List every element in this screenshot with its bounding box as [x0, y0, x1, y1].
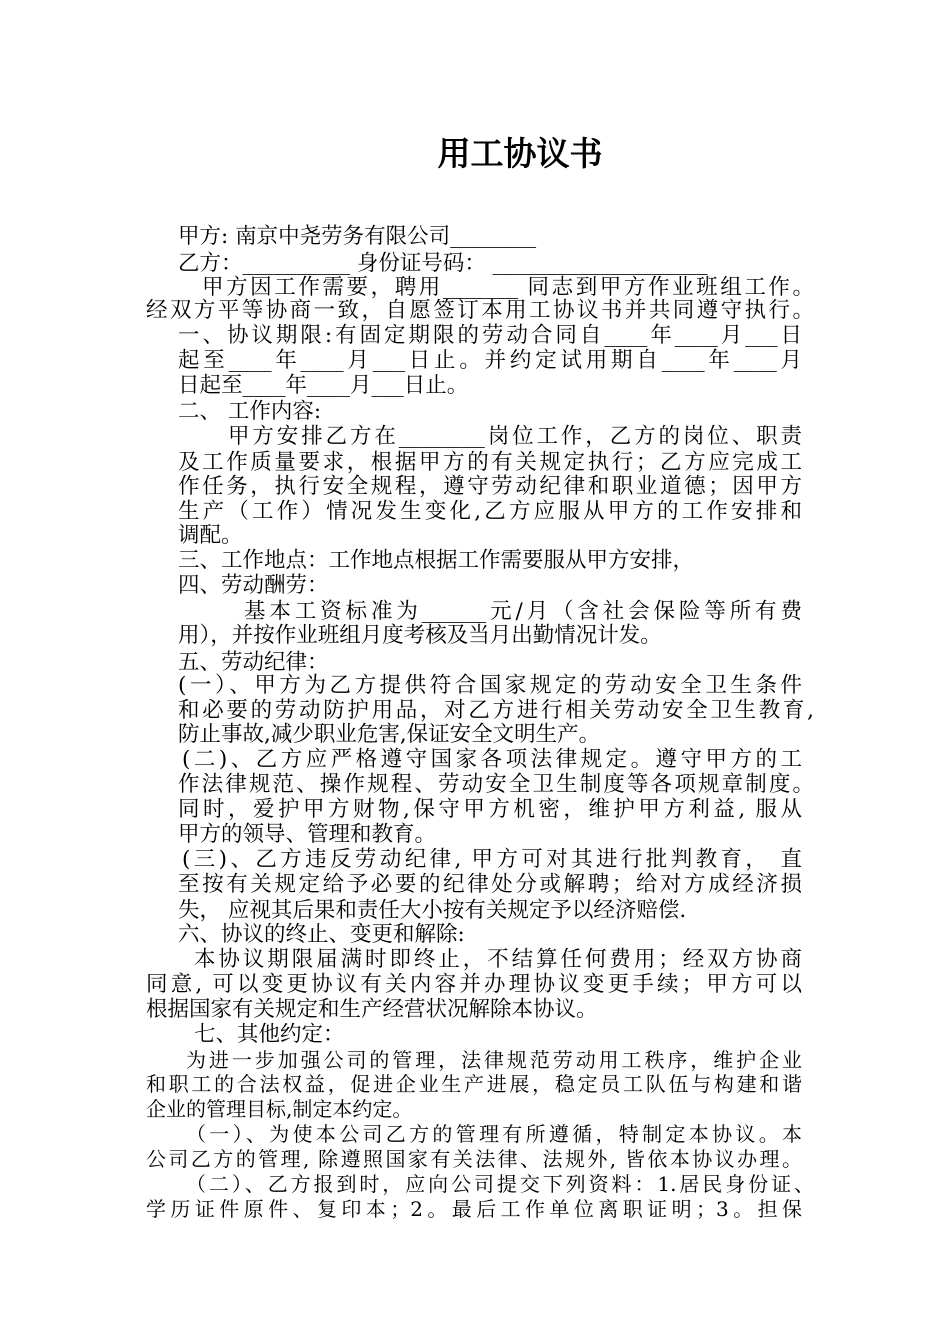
section-heading: 四、劳动酬劳：	[178, 573, 329, 598]
text-line: (三)、乙方违反劳动纪律, 甲方可对其进行批判教育， 直	[182, 847, 802, 872]
text-line: 和必要的劳动防护用品，对乙方进行相关劳动安全卫生教育,	[178, 698, 814, 723]
text-line: 企业的管理目标,制定本约定。	[146, 1097, 413, 1121]
text-line: 甲方安排乙方在________岗位工作，乙方的岗位、职责	[228, 424, 802, 449]
text-line: 一、协议期限:有固定期限的劳动合同自____年____月___日	[178, 323, 802, 348]
text-line: 防止事故,减少职业危害,保证安全文明生产。	[178, 722, 601, 747]
text-line: （一）、为使本公司乙方的管理有所遵循，特制定本协议。本	[186, 1122, 802, 1146]
section-heading: 二、 工作内容:	[178, 399, 322, 424]
text-line: (二)、乙方应严格遵守国家各项法律规定。遵守甲方的工	[182, 747, 802, 772]
text-line: （二）、乙方报到时，应向公司提交下列资料：1.居民身份证、	[186, 1172, 814, 1196]
text-line: 调配。	[178, 523, 243, 548]
text-line: 失， 应视其后果和责任大小按有关规定予以经济赔偿.	[178, 898, 687, 923]
text-line: 作任务，执行安全规程，遵守劳动纪律和职业道德；因甲方	[178, 474, 802, 499]
text-line: 和职工的合法权益，促进企业生产进展，稳定员工队伍与构建和谐	[146, 1072, 802, 1096]
section-heading: 七、其他约定：	[194, 1022, 345, 1047]
text-line: 日起至____年____月___日止。	[178, 373, 469, 398]
text-line: 同意, 可以变更协议有关内容并办理协议变更手续；甲方可以	[146, 972, 802, 997]
text-line: 生产（工作）情况发生变化,乙方应服从甲方的工作安排和	[178, 499, 802, 524]
section-heading: 五、劳动纪律：	[178, 650, 329, 675]
text-line: 甲方的领导、管理和教育。	[178, 822, 437, 847]
text-line: 公司乙方的管理, 除遵照国家有关法律、法规外, 皆依本协议办理。	[146, 1147, 802, 1171]
party-b-line: 乙方：__________ 身份证号码： ____________________	[178, 251, 708, 276]
text-line: 基本工资标准为______元/月（含社会保险等所有费	[244, 599, 802, 624]
section-heading: 六、协议的终止、变更和解除:	[178, 922, 465, 947]
text-line: 作法律规范、操作规程、劳动安全卫生制度等各项规章制度。	[178, 772, 814, 797]
text-line: 本协议期限届满时即终止，不结算任何费用；经双方协商	[194, 947, 802, 972]
text-line: 为进一步加强公司的管理，法律规范劳动用工秩序，维护企业	[186, 1048, 802, 1072]
section-heading: 三、工作地点：工作地点根据工作需要服从甲方安排，	[178, 548, 695, 573]
text-line: 用），并按作业班组月度考核及当月出勤情况计发。	[178, 623, 662, 648]
text-line: 同时，爱护甲方财物,保守甲方机密，维护甲方利益, 服从	[178, 797, 802, 822]
party-a-line: 甲方: 南京中尧劳务有限公司________	[178, 224, 537, 249]
text-line: 根据国家有关规定和生产经营状况解除本协议。	[146, 997, 598, 1022]
document-title: 用工协议书	[437, 134, 603, 173]
text-line: 及工作质量要求，根据甲方的有关规定执行；乙方应完成工	[178, 450, 802, 475]
text-line: 学历证件原件、复印本；2。最后工作单位离职证明；3。担保	[146, 1197, 802, 1221]
text-line: 至按有关规定给予必要的纪律处分或解聘；给对方成经济损	[178, 872, 802, 897]
text-line: 经双方平等协商一致，自愿签订本用工协议书并共同遵守执行。	[146, 298, 814, 323]
text-line: 起至____年____月___日止。并约定试用期自____年____月	[178, 348, 802, 373]
text-line: 甲方因工作需要，聘用_______ 同志到甲方作业班组工作。	[202, 275, 814, 300]
text-line: (一）、甲方为乙方提供符合国家规定的劳动安全卫生条件	[178, 673, 802, 698]
